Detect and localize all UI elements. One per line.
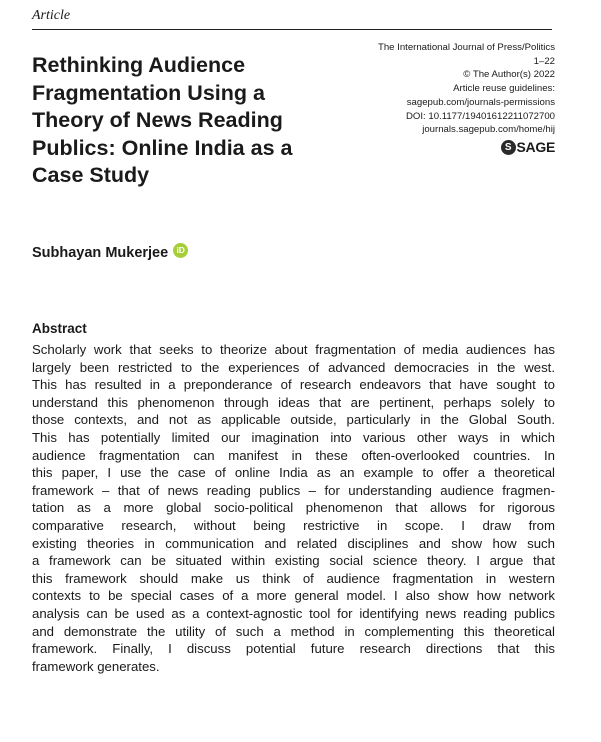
title-line: Case Study [32, 163, 150, 187]
author-name: Subhayan Mukerjee [32, 245, 169, 261]
abstract-line: framework. Finally, I discuss potential future research directions that this [32, 641, 555, 657]
abstract-line: this paper, I use the case of online India as an example to offer a theoretical [32, 465, 555, 481]
orcid-icon[interactable]: iD [173, 243, 188, 258]
abstract-line: understand this phenomenon through ideas that are pertinent, perhaps solely to [32, 394, 555, 410]
abstract-line: this framework should make us think of audience fragmentation in western [32, 570, 555, 586]
abstract-line: framework – that of news reading publics – for understanding audience fragmen- [32, 482, 555, 498]
sage-logo-icon: S [501, 140, 516, 155]
abstract-text [32, 341, 555, 675]
article-type-label: Article [32, 8, 71, 23]
title-line: Fragmentation Using a [32, 80, 265, 105]
publisher-name: SAGE [516, 138, 555, 155]
abstract-line: audience fragmentation can manifest in these often-overlooked countries. In [32, 447, 555, 463]
title-line: Rethinking Audience [32, 53, 246, 77]
abstract-line: Scholarly work that seeks to theorize about fragmentation of media audiences has [32, 342, 555, 357]
journal-metadata [315, 41, 555, 155]
abstract-line: tation as a more global socio-political phenomenon that allows for rigorous [32, 500, 555, 516]
abstract-line: and demonstrate the utility of such a method in complementing this theoretical [32, 623, 555, 639]
title-line: Publics: Online India as a [32, 135, 293, 160]
journal-name: The International Journal of Press/Politics [377, 42, 555, 53]
abstract-line: a framework can be situated within existing social science theory. I argue that [32, 553, 555, 569]
copyright: © The Author(s) 2022 [463, 69, 555, 81]
reuse-guidelines-label: Article reuse guidelines: [453, 83, 555, 95]
journal-home-link[interactable]: journals.sagepub.com/home/hij [422, 124, 555, 136]
paper-title [32, 52, 332, 190]
abstract-line: those contexts, and not as applicable outside, particularly in the Global South. [32, 412, 555, 428]
page-range: 1–22 [533, 55, 555, 67]
abstract-line: largely been restricted to the experiences of advanced democracies in the west. [32, 359, 555, 375]
abstract-line: This has resulted in a preponderance of research endeavors that have sought to [32, 377, 555, 393]
abstract-line: analysis can be used as a context-agnostic tool for identifying news reading publics [32, 605, 555, 621]
doi[interactable]: DOI: 10.1177/19401612211072700 [405, 110, 555, 122]
abstract-line: comparative research, without being restrictive in scope. I draw from [32, 517, 555, 533]
permissions-link[interactable]: sagepub.com/journals-permissions [406, 96, 555, 108]
abstract-line: This has potentially limited our imagination into various other ways in which [32, 429, 555, 445]
header-rule [32, 29, 552, 30]
abstract-heading: Abstract [32, 321, 87, 336]
abstract-line: contexts to be special cases of a more general model. I also show how network [32, 588, 555, 604]
abstract-line: existing theories in communication and related disciplines and show how such [32, 535, 555, 551]
author-line [32, 245, 188, 261]
title-line: Theory of News Reading [32, 108, 283, 132]
abstract-line: framework generates. [32, 658, 160, 674]
sage-logo [501, 140, 555, 155]
